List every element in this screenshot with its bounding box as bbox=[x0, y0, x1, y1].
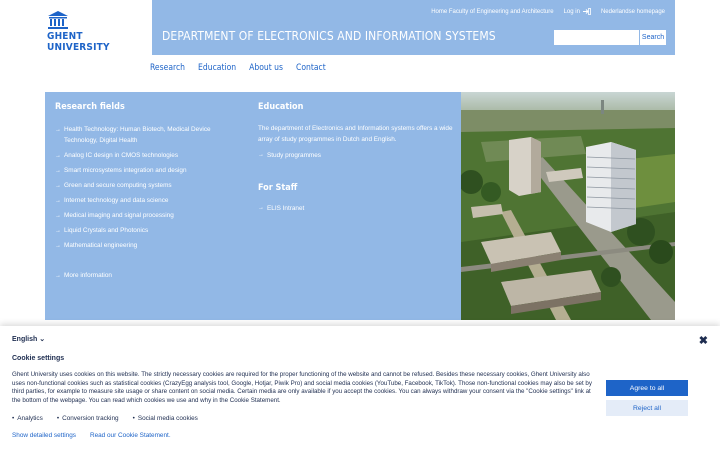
for-staff-heading: For Staff bbox=[258, 183, 298, 193]
research-field-link[interactable]: → Smart microsystems integration and design bbox=[55, 166, 235, 177]
more-information-link[interactable]: → More information bbox=[55, 271, 235, 282]
show-detailed-settings-link[interactable]: Show detailed settings bbox=[12, 432, 76, 439]
language-label: English bbox=[12, 336, 38, 343]
cookie-settings-title: Cookie settings bbox=[12, 355, 65, 362]
dutch-homepage-link[interactable]: Nederlandse homepage bbox=[600, 8, 665, 15]
header-banner bbox=[152, 0, 675, 55]
research-field-link[interactable]: → Liquid Crystals and Photonics bbox=[55, 226, 235, 237]
login-label: Log in bbox=[563, 8, 580, 15]
department-title: DEPARTMENT OF ELECTRONICS AND INFORMATION SYSTEMS bbox=[162, 29, 496, 43]
research-field-link[interactable]: → Mathematical engineering bbox=[55, 241, 235, 252]
education-description: The department of Electronics and Information systems offers a wide array of study programmes in Dutch and English. bbox=[258, 125, 453, 143]
research-fields-heading: Research fields bbox=[55, 102, 125, 112]
campus-aerial-photo bbox=[461, 92, 675, 320]
cookie-category: • Analytics bbox=[12, 415, 43, 422]
cookie-category: • Social media cookies bbox=[133, 415, 198, 422]
cookie-description: Ghent University uses cookies on this website. The strictly necessary cookies are required for the proper functioning of the website and cannot be refused. Besides these necessary cookies, Ghent University also uses non-functional cookies such as statistical cookies (CrazyEgg analysis tool, Google, Hotjar, Piwik Pro) and social media cookies (YouTube, Facebook, TikTok). Those non-functional cookies may also be set by third parties, for example to measure site usage or share content on social media. Certain media are only available if you accept the cookies. You can always withdraw your consent via the "Cookie settings" link at the bottom of the webpage. You can read which cookies we use and why in the Cookie Statement. bbox=[12, 371, 592, 404]
research-field-link[interactable]: → Green and secure computing systems bbox=[55, 181, 235, 192]
research-field-link[interactable]: → Health Technology: Human Biotech, Medical Device Technology, Digital Health bbox=[55, 125, 235, 146]
cookie-statement-link[interactable]: Read our Cookie Statement. bbox=[89, 432, 171, 439]
login-link[interactable] bbox=[564, 8, 591, 15]
reject-all-button[interactable]: Reject all bbox=[606, 400, 688, 416]
close-icon[interactable]: ✖ bbox=[698, 335, 708, 347]
research-field-link[interactable]: → Internet technology and data science bbox=[55, 196, 235, 207]
nav-about-us[interactable]: About us bbox=[249, 63, 283, 73]
logo-line-2: UNIVERSITY bbox=[47, 42, 110, 53]
cookie-banner bbox=[0, 326, 720, 450]
cookie-links bbox=[12, 432, 171, 439]
content-panel bbox=[45, 92, 461, 320]
education-heading: Education bbox=[258, 102, 304, 112]
nav-research[interactable]: Research bbox=[150, 63, 186, 73]
search-form bbox=[554, 30, 666, 45]
search-button[interactable]: Search bbox=[639, 30, 666, 45]
study-programmes-link[interactable]: → Study programmes bbox=[258, 152, 321, 159]
university-building-icon bbox=[47, 10, 69, 30]
faculty-home-link[interactable]: Home Faculty of Engineering and Architecture bbox=[431, 8, 554, 15]
elis-intranet-link[interactable]: → ELIS Intranet bbox=[258, 205, 304, 212]
campus-photo-illustration bbox=[461, 92, 675, 320]
nav-contact[interactable]: Contact bbox=[295, 63, 326, 73]
cookie-category: • Conversion tracking bbox=[57, 415, 119, 422]
logo-text bbox=[47, 31, 110, 53]
top-links bbox=[431, 8, 665, 15]
research-field-link[interactable]: → Analog IC design in CMOS technologies bbox=[55, 151, 235, 162]
research-field-link[interactable]: → Medical imaging and signal processing bbox=[55, 211, 235, 222]
ghent-university-logo[interactable] bbox=[47, 10, 110, 53]
logo-line-1: GHENT bbox=[47, 31, 83, 42]
login-icon bbox=[583, 8, 591, 15]
nav-education[interactable]: Education bbox=[198, 63, 237, 73]
cookie-categories bbox=[12, 415, 198, 422]
chevron-down-icon: ⌄ bbox=[39, 336, 46, 343]
main-navigation bbox=[150, 63, 326, 73]
search-input[interactable] bbox=[554, 30, 639, 45]
language-selector[interactable] bbox=[12, 335, 45, 343]
agree-to-all-button[interactable]: Agree to all bbox=[606, 380, 688, 396]
